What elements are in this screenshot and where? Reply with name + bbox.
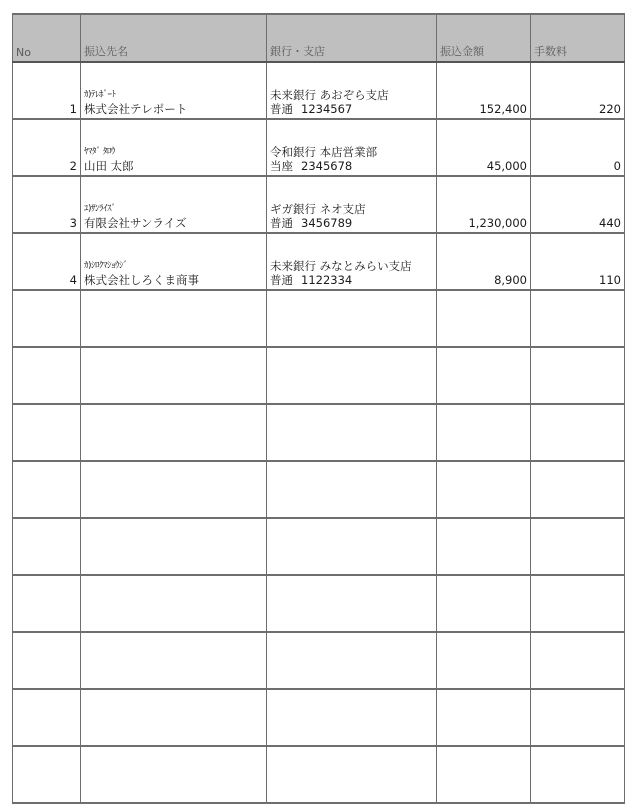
empty-cell[interactable] (267, 461, 437, 518)
empty-row (13, 518, 625, 575)
account-number: 1234567 (301, 102, 353, 116)
cell-fee[interactable]: 0 (531, 119, 625, 176)
header-row (13, 14, 625, 62)
empty-cell[interactable] (13, 575, 81, 632)
payee-name: 山田 太郎 (84, 159, 134, 173)
empty-row (13, 347, 625, 404)
empty-cell[interactable] (267, 347, 437, 404)
empty-row (13, 689, 625, 746)
account-type: 普通 (270, 273, 293, 287)
empty-cell[interactable] (13, 404, 81, 461)
payee-kana: ｶ)ﾃﾚﾎﾟｰﾄ (84, 90, 116, 100)
account-line (270, 216, 433, 230)
account-type: 当座 (270, 159, 293, 173)
cell-fee[interactable]: 110 (531, 233, 625, 290)
cell-payee[interactable] (81, 119, 267, 176)
empty-cell[interactable] (437, 404, 531, 461)
empty-cell[interactable] (81, 575, 267, 632)
account-number: 2345678 (301, 159, 353, 173)
cell-amount[interactable]: 45,000 (437, 119, 531, 176)
header-payee[interactable]: 振込先名 (81, 14, 267, 62)
cell-amount[interactable]: 8,900 (437, 233, 531, 290)
empty-row (13, 575, 625, 632)
account-line (270, 159, 433, 173)
empty-row (13, 404, 625, 461)
cell-no[interactable]: 4 (13, 233, 81, 290)
cell-fee[interactable]: 220 (531, 62, 625, 119)
empty-cell[interactable] (531, 746, 625, 803)
empty-cell[interactable] (267, 575, 437, 632)
empty-row (13, 461, 625, 518)
header-no[interactable]: No (13, 14, 81, 62)
table-row (13, 233, 625, 290)
empty-cell[interactable] (81, 689, 267, 746)
empty-cell[interactable] (437, 461, 531, 518)
empty-cell[interactable] (13, 347, 81, 404)
header-fee[interactable]: 手数料 (531, 14, 625, 62)
empty-cell[interactable] (13, 518, 81, 575)
payee-kana: ﾔﾏﾀﾞ ﾀﾛｳ (84, 147, 115, 157)
cell-amount[interactable]: 1,230,000 (437, 176, 531, 233)
empty-cell[interactable] (437, 290, 531, 347)
transfer-table (12, 13, 625, 804)
empty-cell[interactable] (531, 575, 625, 632)
table-row (13, 119, 625, 176)
cell-bank-branch[interactable] (267, 119, 437, 176)
empty-cell[interactable] (531, 290, 625, 347)
table-row (13, 176, 625, 233)
cell-bank-branch[interactable] (267, 176, 437, 233)
empty-cell[interactable] (437, 575, 531, 632)
account-type: 普通 (270, 102, 293, 116)
empty-cell[interactable] (531, 689, 625, 746)
payee-name: 株式会社しろくま商事 (84, 273, 199, 287)
empty-cell[interactable] (267, 746, 437, 803)
bank-branch-name: ギガ銀行 ネオ支店 (270, 202, 366, 216)
table-row (13, 62, 625, 119)
payee-kana: ｶ)ｼﾛｸﾏｼｮｳｼﾞ (84, 261, 128, 271)
account-number: 3456789 (301, 216, 353, 230)
account-line (270, 102, 433, 116)
bank-branch-name: 未来銀行 みなとみらい支店 (270, 259, 412, 273)
header-amount[interactable]: 振込金額 (437, 14, 531, 62)
cell-no[interactable]: 3 (13, 176, 81, 233)
empty-cell[interactable] (267, 518, 437, 575)
empty-cell[interactable] (13, 632, 81, 689)
empty-cell[interactable] (81, 461, 267, 518)
payee-name: 株式会社テレポート (84, 102, 188, 116)
empty-cell[interactable] (531, 461, 625, 518)
cell-amount[interactable]: 152,400 (437, 62, 531, 119)
empty-cell[interactable] (13, 290, 81, 347)
empty-cell[interactable] (81, 518, 267, 575)
empty-cell[interactable] (13, 689, 81, 746)
transfer-list-sheet (12, 13, 624, 804)
empty-cell[interactable] (13, 461, 81, 518)
bank-branch-name: 令和銀行 本店営業部 (270, 145, 378, 159)
cell-bank-branch[interactable] (267, 233, 437, 290)
empty-cell[interactable] (437, 632, 531, 689)
empty-cell[interactable] (531, 518, 625, 575)
header-bank-branch[interactable]: 銀行・支店 (267, 14, 437, 62)
empty-cell[interactable] (267, 632, 437, 689)
cell-payee[interactable] (81, 176, 267, 233)
empty-cell[interactable] (81, 290, 267, 347)
payee-kana: ﾕ)ｻﾝﾗｲｽﾞ (84, 204, 116, 214)
cell-no[interactable]: 1 (13, 62, 81, 119)
cell-payee[interactable] (81, 62, 267, 119)
cell-fee[interactable]: 440 (531, 176, 625, 233)
cell-payee[interactable] (81, 233, 267, 290)
empty-cell[interactable] (267, 290, 437, 347)
empty-cell[interactable] (267, 404, 437, 461)
account-line (270, 273, 433, 287)
empty-row (13, 632, 625, 689)
account-number: 1122334 (301, 273, 353, 287)
empty-cell[interactable] (437, 347, 531, 404)
empty-cell[interactable] (81, 632, 267, 689)
cell-bank-branch[interactable] (267, 62, 437, 119)
empty-cell[interactable] (437, 518, 531, 575)
empty-cell[interactable] (81, 746, 267, 803)
empty-cell[interactable] (267, 689, 437, 746)
empty-cell[interactable] (531, 404, 625, 461)
empty-cell[interactable] (81, 404, 267, 461)
empty-cell[interactable] (531, 347, 625, 404)
empty-cell[interactable] (437, 689, 531, 746)
cell-no[interactable]: 2 (13, 119, 81, 176)
empty-cell[interactable] (13, 746, 81, 803)
empty-cell[interactable] (531, 632, 625, 689)
empty-row (13, 746, 625, 803)
bank-branch-name: 未来銀行 あおぞら支店 (270, 88, 389, 102)
account-type: 普通 (270, 216, 293, 230)
empty-cell[interactable] (437, 746, 531, 803)
payee-name: 有限会社サンライズ (84, 216, 187, 230)
empty-row (13, 290, 625, 347)
empty-cell[interactable] (81, 347, 267, 404)
